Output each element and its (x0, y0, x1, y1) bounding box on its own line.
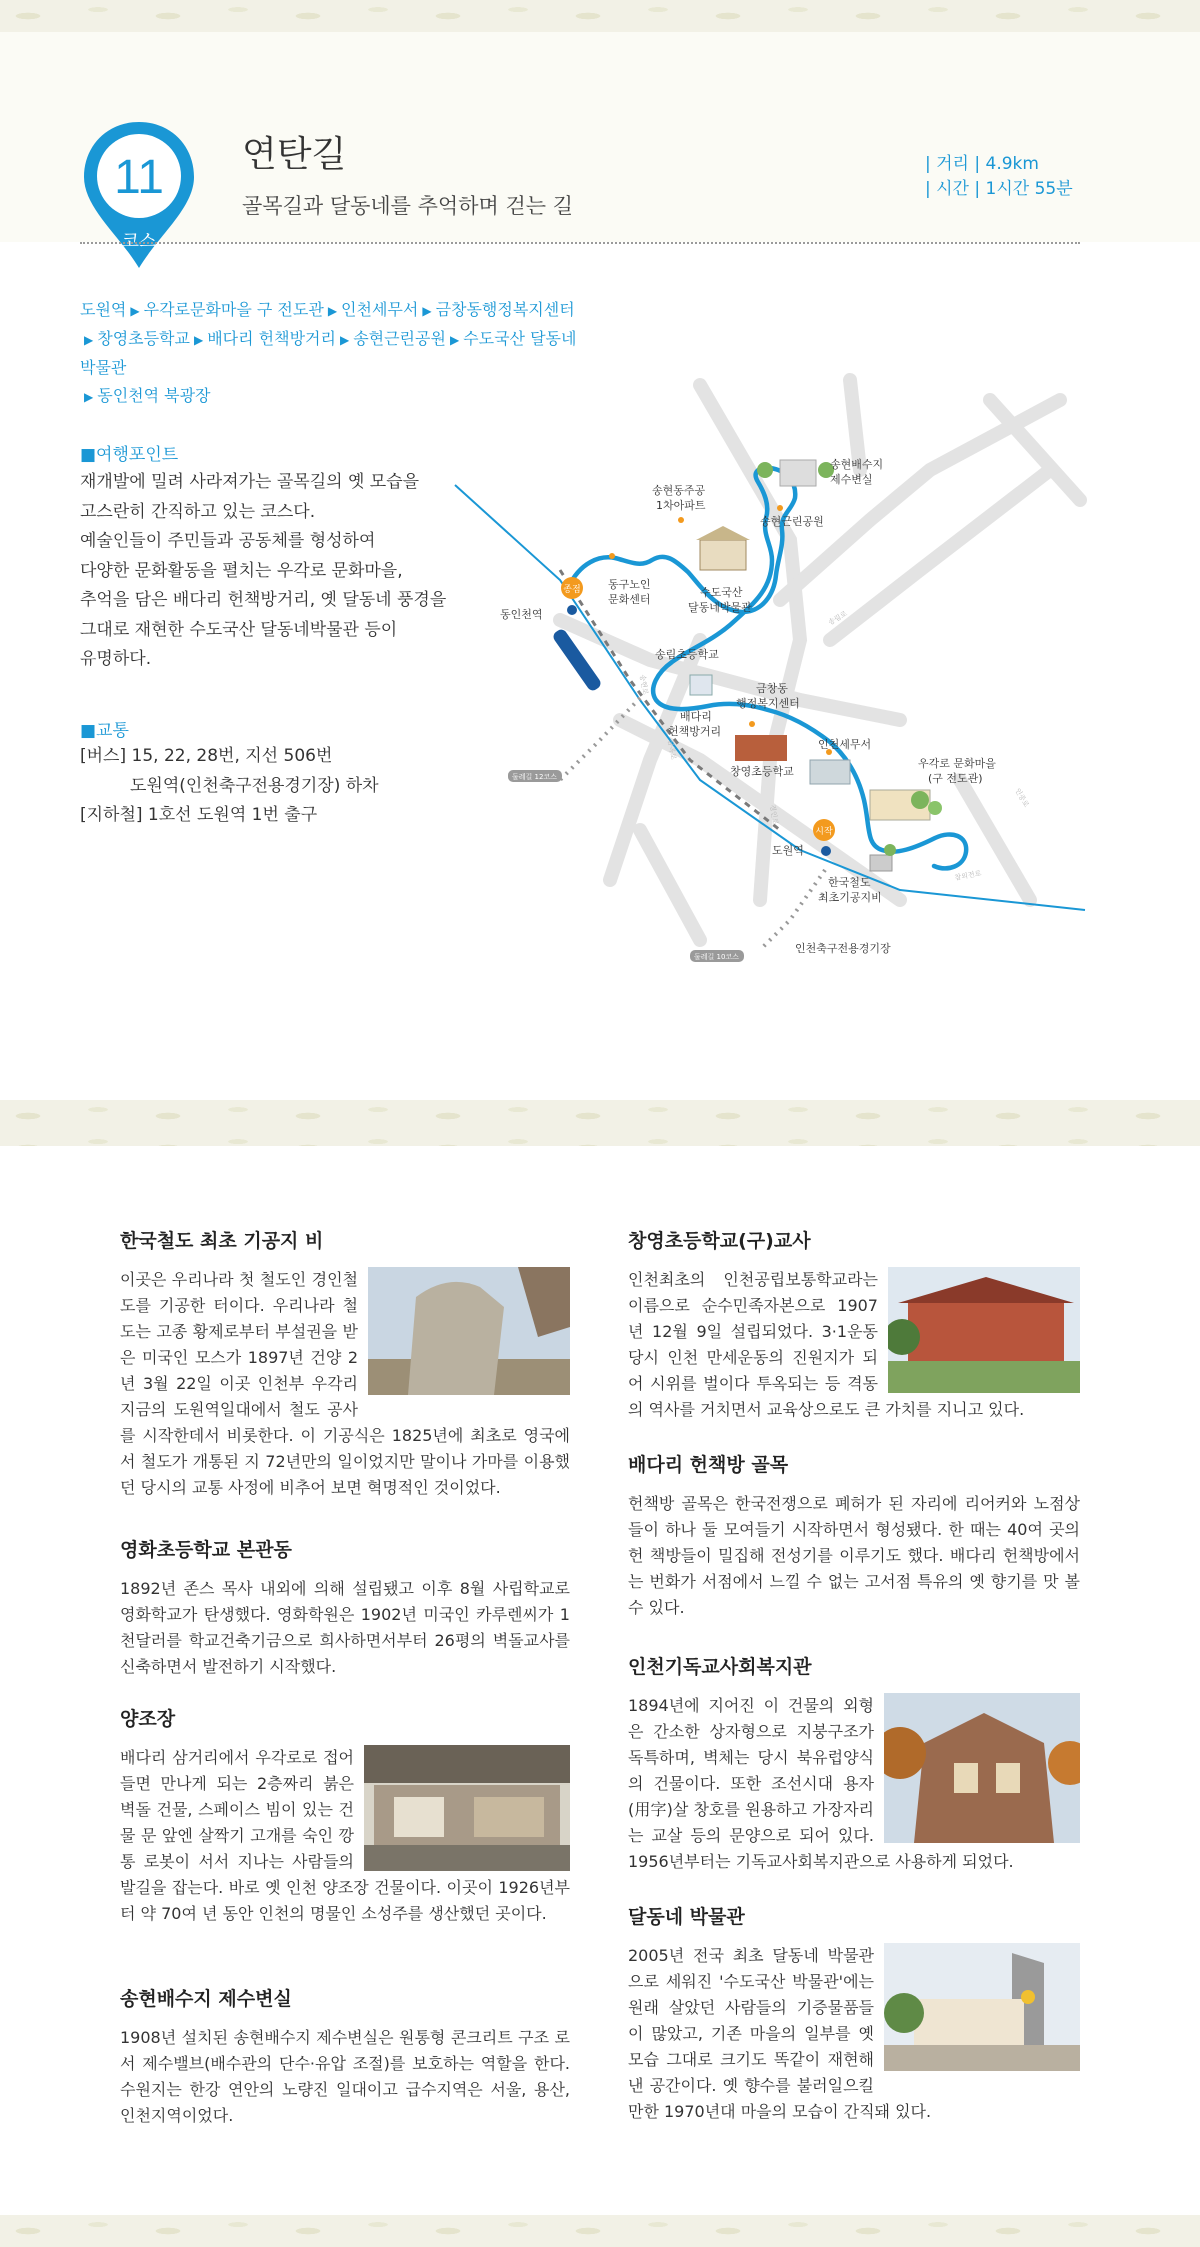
article-text: 2005년 전국 최초 달동네 박물관으로 세워진 '수도국산 박물관'에는 원래 살았던 사람들의 기증물품들이 많았고, 기존 마을의 일부를 옛 모습 그대로 크기도 똑같이 재현해 낸 공간이다. 옛 향수를 불러일으킬만한 1970년대 마을의 모습이 간직돼 있다. (628, 1946, 932, 2121)
course-number: 11 (114, 151, 164, 204)
points-text (80, 468, 446, 675)
article-text: 1892년 존스 목사 내외에 의해 설립됐고 이후 8월 사립학교로 영화학교가 탄생했다. 영화학원은 1902년 미국인 카루렌씨가 1천달러를 학교건축기금으로 희사하면서부터 26평의 벽돌교사를 신축하면서 발전하기 시작했다. (120, 1579, 570, 1676)
map-label: 제수변실 (830, 473, 873, 486)
road-label: 금곡로 (666, 738, 678, 761)
map-label: 달동네박물관 (688, 601, 752, 614)
start-marker-label: 시작 (815, 827, 833, 837)
route-stop: 배다리 헌책방거리 (207, 329, 336, 348)
article-title: 달동네 박물관 (628, 1906, 745, 1928)
decorative-mid-band (0, 1100, 1200, 1146)
route-stop: 도원역 (80, 300, 127, 319)
points-line: 다양한 문화활동을 펼치는 우각로 문화마을, (80, 560, 403, 581)
header-divider (80, 242, 1080, 244)
road-label: 참외전로 (953, 869, 982, 882)
map-roads (560, 380, 1080, 940)
course-info (925, 152, 1073, 202)
article-text: 헌책방 골목은 한국전쟁으로 폐허가 된 자리에 리어커와 노점상들이 하나 둘 모여들기 시작하면서 형성됐다. 한 때는 40여 곳의 헌 책방들이 밀집해 전성기를 이루기도 했다. 배다리 헌책방에서는 번화가 서점에서 느낄 수 없는 고서점 특유의 옛 향기를 맛 볼 수 있다. (628, 1494, 1080, 1617)
transport-line: [지하철] 1호선 도원역 1번 출구 (80, 805, 318, 825)
article-museum (628, 1902, 1080, 2125)
article-bookstore-alley (628, 1450, 1080, 1621)
map-label: (구 전도관) (928, 772, 983, 785)
map-label: 문화센터 (608, 593, 651, 606)
route-stop: 동인천역 북광장 (97, 386, 211, 405)
map-label: 한국철도 (828, 876, 871, 889)
map-label: 송현근린공원 (760, 515, 824, 528)
map-label: 인천축구전용경기장 (795, 942, 891, 955)
article-title: 창영초등학교(구)교사 (628, 1230, 811, 1252)
arrow-right-icon: ▶ (193, 333, 204, 347)
map-label: 동인천역 (500, 608, 543, 621)
duration-info: | 시간 | 1시간 55분 (925, 179, 1073, 199)
points-line: 고스란히 간직하고 있는 코스다. (80, 501, 316, 522)
article-title: 배다리 헌책방 골목 (628, 1454, 789, 1476)
arrow-right-icon: ▶ (422, 304, 432, 318)
route-stop: 금창동행정복지센터 (435, 300, 575, 319)
map-label: 송림초등학교 (655, 648, 719, 661)
dure10-label: 둘레길 10코스 (694, 953, 739, 961)
dure12-label: 둘레길 12코스 (512, 773, 557, 781)
points-line: 재개발에 밀려 사라져가는 골목길의 옛 모습을 (80, 472, 420, 492)
road-label: 송현로 (638, 673, 650, 696)
arrow-right-icon: ▶ (84, 333, 94, 347)
arrow-right-icon: ▶ (449, 333, 460, 347)
map-label: 1차아파트 (656, 499, 706, 512)
article-text: 1894년에 지어진 이 건물의 외형은 간소한 상자형으로 지붕구조가 독특하며, 벽체는 당시 북유럽양식의 건물이다. 또한 조선시대 용자(用字)살 창호를 원용하고 가장자리는 교살 등의 문양으로 되어 있다. 1956년부터는 기독교사회복지관으로 사용하게 되었다. (628, 1696, 1014, 1871)
decorative-bottom-band (0, 2215, 1200, 2247)
arrow-right-icon: ▶ (339, 333, 350, 347)
road-label: 인중로 (1013, 787, 1031, 809)
dure10-path (760, 870, 825, 950)
map-label: 인천세무서 (818, 738, 872, 751)
photo-museum (884, 1943, 1080, 2071)
route-stop: 창영초등학교 (97, 329, 190, 348)
transport-line: 도원역(인천축구전용경기장) 하차 (130, 775, 379, 796)
map-label: 금창동 (756, 682, 788, 695)
article-title: 인천기독교사회복지관 (628, 1656, 812, 1678)
map-labels (500, 457, 996, 955)
map-label: 행정복지센터 (736, 697, 800, 710)
article-title: 양조장 (120, 1708, 176, 1730)
article-title: 영화초등학교 본관동 (120, 1539, 292, 1561)
page-subtitle: 골목길과 달동네를 추억하며 걷는 길 (242, 194, 573, 218)
points-heading: ■여행포인트 (80, 445, 179, 465)
route-stop: 인천세무서 (341, 300, 419, 319)
arrow-right-icon: ▶ (327, 304, 338, 318)
points-line: 추억을 담은 배다리 헌책방거리, 옛 달동네 풍경을 (80, 590, 447, 610)
page-title: 연탄길 (242, 134, 347, 175)
map-label: 송현동주공 (652, 484, 706, 497)
article-brewery (120, 1704, 570, 1927)
route-stop: 우각로문화마을 구 전도관 (143, 300, 324, 319)
course-label: 코스 (121, 231, 157, 252)
map-label: 최초기공지비 (818, 891, 882, 904)
article-railway-monument (120, 1226, 570, 1501)
transport-heading: ■교통 (80, 721, 129, 741)
decorative-top-band (0, 0, 1200, 32)
map-label: 배다리 (680, 710, 712, 723)
line1-label: 1호선 (587, 650, 609, 676)
article-title: 한국철도 최초 기공지 비 (120, 1230, 324, 1252)
transport-line: [버스] 15, 22, 28번, 지선 506번 (80, 746, 333, 766)
article-younghwa-school (120, 1535, 570, 1680)
map-label: 헌책방거리 (668, 725, 722, 738)
route-map (450, 370, 1090, 980)
road-label: 경인로 (768, 803, 780, 826)
article-text: 배다리 삼거리에서 우각로로 접어들면 만나게 되는 2층짜리 붉은 벽돌 건물, 스페이스 빔이 있는 건물 문 앞엔 살짝기 고개를 숙인 깡통 로봇이 서서 지나는 사람들의 발길을 잡는다. 바로 옛 인천 양조장 건물이다. 이곳이 1926년부터 약 70여 년 동안 인천의 명물인 소성주를 생산했던 곳이다. (120, 1748, 570, 1923)
distance-info: | 거리 | 4.9km (925, 154, 1039, 174)
photo-brewery (364, 1745, 570, 1871)
map-label: 도원역 (772, 844, 804, 857)
article-text: 인천최초의 인천공립보통학교라는 이름으로 순수민족자본으로 1907년 12월 9일 설립되었다. 3·1운동 당시 인천 만세운동의 진원지가 되어 시위를 벌이다 투옥되는 등 격동의 역사를 거치면서 교육상으로도 큰 가치를 지니고 있다. (628, 1270, 1025, 1419)
map-label: 동구노인 (608, 578, 651, 591)
road-label: 송림로 (827, 609, 849, 627)
end-marker-label: 종점 (563, 585, 581, 595)
points-line: 유명하다. (80, 649, 152, 669)
map-label: 창영초등학교 (730, 765, 794, 778)
photo-changyoung (888, 1267, 1080, 1393)
article-title: 송현배수지 제수변실 (120, 1988, 292, 2010)
map-label: 우각로 문화마을 (918, 757, 996, 770)
arrow-right-icon: ▶ (130, 304, 140, 318)
article-text: 1908년 설치된 송현배수지 제수변실은 원통형 콘크리트 구조 로서 제수밸브(배수관의 단수·유압 조절)를 보호하는 역할을 한다. 수원지는 한강 연안의 노량진 일대이고 급수지역은 서울, 용산, 인천지역이었다. (120, 2028, 570, 2125)
dure12-path (560, 698, 640, 780)
article-christian-welfare (628, 1652, 1080, 1875)
map-label: 수도국산 (700, 586, 743, 599)
photo-railway-monument (368, 1267, 570, 1395)
article-reservoir (120, 1984, 570, 2129)
route-stop: 송현근린공원 (353, 329, 446, 348)
article-text: 이곳은 우리나라 첫 철도인 경인철도를 기공한 터이다. 우리나라 철도는 고종 황제로부터 부설권을 받은 미국인 모스가 1897년 건양 2년 3월 22일 이곳 인천부 우각리지금의 도원역일대에서 철도 공사를 시작한데서 비롯한다. 이 기공식은 1825년에 최초로 영국에서 철도가 개통된 지 72년만의 일이었지만 말이나 가마를 이용했던 당시의 교통 사정에 비추어 보면 혁명적인 것이었다. (120, 1270, 570, 1497)
article-changyoung (628, 1226, 1080, 1423)
arrow-right-icon: ▶ (84, 390, 94, 404)
route-stop: 수도국산 달동네 박물관 (80, 329, 577, 377)
points-line: 예술인들이 주민들과 공동체를 형성하여 (80, 531, 376, 551)
map-label: 송현배수지 (830, 458, 884, 471)
transport-text (80, 742, 379, 831)
photo-christian-welfare (884, 1693, 1080, 1843)
points-line: 그대로 재현한 수도국산 달동네박물관 등이 (80, 619, 398, 640)
